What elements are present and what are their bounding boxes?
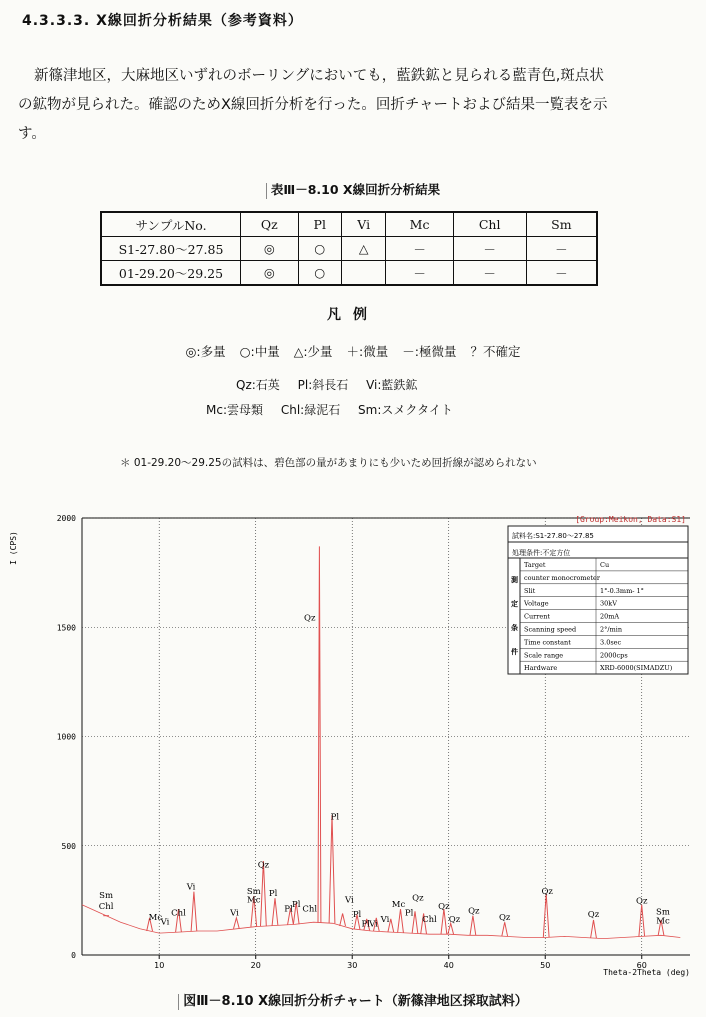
process-condition: 処理条件:不定方位 (512, 549, 571, 557)
diffraction-peak (340, 914, 346, 927)
legend-symbol: ？不確定 (470, 344, 521, 359)
condition-key: Time constant (524, 638, 571, 647)
cell-qz: ◎ (241, 237, 299, 261)
legend-mineral: Vi:藍鉄鉱 (366, 378, 418, 392)
peak-label: Chl (422, 915, 437, 926)
peak-label: Sm (656, 907, 670, 918)
cell-sample: S1-27.80～27.85 (101, 237, 241, 261)
figure-caption (0, 990, 706, 1010)
y-tick-label: 1000 (56, 732, 76, 742)
peak-label: Pl (292, 899, 301, 910)
peak-label: Pl (404, 908, 414, 919)
peak-label: Vi (380, 915, 390, 926)
header-sample: サンプルNo. (101, 212, 241, 237)
diffraction-peak (441, 909, 447, 934)
x-tick-label: 50 (540, 961, 551, 970)
peak-label: Qz (541, 886, 553, 897)
header-qz: Qz (241, 212, 299, 237)
y-axis-label: I (CPS) (9, 531, 18, 565)
condition-value: 20mA (600, 612, 620, 621)
table-caption-text: 表Ⅲ－8.10 X線回折分析結果 (270, 182, 441, 197)
header-mc: Mc (386, 212, 453, 237)
peak-label: Chl (98, 902, 114, 913)
peak-label: Chl (302, 904, 318, 915)
side-char: 件 (511, 648, 518, 656)
legend-symbol: －:極微量 (402, 344, 457, 359)
table-row (101, 237, 597, 261)
cell-chl: － (453, 261, 526, 286)
condition-key: Voltage (524, 599, 549, 608)
paragraph-line-1: 新篠津地区，大麻地区いずれのボーリングにおいても，藍鉄鉱と見られる藍青色,斑点状 (34, 68, 604, 84)
legend-symbol: ＋:微量 (346, 344, 389, 359)
table-row (101, 261, 597, 286)
peak-label: Qz (448, 915, 461, 926)
peak-label: Qz (468, 906, 480, 917)
cell-chl: － (453, 237, 526, 261)
cell-qz: ◎ (241, 261, 299, 286)
peak-label: Pl (352, 909, 362, 920)
condition-key: Scale range (524, 651, 564, 660)
condition-key: counter monocrometer (524, 573, 600, 582)
diffraction-peak (329, 815, 335, 923)
diffraction-peak (261, 861, 267, 926)
header-chl: Chl (453, 212, 526, 237)
diffraction-peak (502, 922, 508, 936)
diffraction-peak (318, 546, 321, 922)
paragraph-line-3: す。 (18, 126, 46, 142)
peak-label: Vi (230, 908, 239, 919)
condition-value: 3.0sec (600, 638, 622, 647)
x-tick-label: 40 (443, 961, 454, 970)
condition-key: Target (524, 561, 546, 569)
peak-label: Sm (246, 886, 261, 897)
cell-sm: － (526, 261, 597, 286)
legend-minerals-2 (206, 401, 467, 418)
diffraction-peak (543, 894, 549, 938)
legend-symbols (0, 342, 706, 360)
condition-value: 30kV (600, 599, 617, 608)
peak-label: Chl (171, 908, 186, 919)
diffraction-peak (191, 892, 197, 932)
peak-label: Qz (304, 613, 316, 624)
legend-mineral: Sm:スメクタイト (358, 403, 453, 417)
x-tick-label: 10 (154, 961, 165, 970)
peak-label: Mc (148, 913, 163, 924)
legend-mineral: Pl:斜長石 (297, 378, 349, 392)
diffraction-peak (591, 920, 597, 938)
condition-value: 2°/min (600, 625, 623, 634)
condition-key: Hardware (524, 664, 558, 673)
legend-symbol: ○:中量 (239, 344, 280, 359)
peak-label: Pl (268, 889, 278, 900)
x-tick-label: 20 (250, 961, 261, 970)
y-tick-label: 2000 (56, 514, 76, 523)
legend-symbol: △:少量 (293, 344, 333, 359)
legend-title: 凡例 (327, 307, 379, 323)
condition-value: Cu (600, 561, 610, 569)
paragraph-line-2: の鉱物が見られた。確認のためX線回折分析を行った。回折チャートおよび結果一覧表を示 (18, 97, 608, 113)
side-char: 定 (511, 600, 518, 608)
peak-label: Qz (587, 909, 600, 920)
cell-pl: ○ (298, 237, 341, 261)
diffraction-peak (398, 909, 404, 933)
footnote: ＊ 01-29.20～29.25の試料は、碧色部の量があまりにも少いため回折線が認められない (120, 457, 537, 469)
side-char: 測 (511, 576, 518, 584)
cell-pl: ○ (298, 261, 341, 286)
legend-symbol: ◎:多量 (185, 344, 226, 359)
condition-key: Scanning speed (524, 625, 577, 634)
diffraction-peak (470, 916, 476, 936)
x-axis-label: Theta-2Theta (deg) (603, 968, 690, 977)
peak-label: Pl (284, 904, 293, 915)
peak-label: Qz (257, 860, 270, 871)
legend-mineral: Qz:石英 (236, 378, 280, 392)
condition-key: Current (524, 612, 551, 621)
peak-label: Sm (99, 891, 114, 902)
figure-caption-text: 図Ⅲ－8.10 X線回折分析チャート（新篠津地区採取試料） (183, 994, 528, 1009)
results-table (100, 211, 598, 286)
peak-label: Qz (636, 896, 648, 907)
peak-label: Vi (369, 919, 378, 930)
peak-label: Vi (344, 895, 354, 906)
diffraction-peak (272, 898, 278, 925)
cell-vi: △ (341, 237, 386, 261)
cell-mc: － (386, 261, 453, 286)
cell-mc: － (386, 237, 453, 261)
condition-value: 2000cps (600, 651, 628, 660)
side-char: 条 (511, 624, 518, 632)
peak-label: Vi (186, 882, 196, 893)
section-heading: 4.3.3.3. X線回折分析結果（参考資料） (22, 13, 303, 29)
legend-mineral: Chl:緑泥石 (280, 403, 341, 417)
peak-label: Pl (330, 812, 340, 823)
peak-label: Vi (160, 917, 170, 928)
header-pl: Pl (298, 212, 341, 237)
cell-sm: － (526, 237, 597, 261)
x-tick-label: 30 (347, 961, 358, 970)
condition-key: Slit (524, 586, 536, 595)
chart-title: [Group:Meikon, Data:S1] (575, 515, 686, 524)
sample-name: 試料名:S1-27.80～27.85 (512, 532, 594, 540)
y-tick-label: 1500 (56, 623, 76, 633)
condition-value: 1°-0.3mm- 1° (600, 586, 644, 595)
table-header-row (101, 212, 597, 237)
legend-mineral: Mc:雲母類 (206, 403, 263, 417)
peak-label: Mc (391, 899, 406, 910)
peak-label: Qz (498, 913, 511, 924)
peak-label: Pl (361, 919, 370, 930)
peak-label: Mc (247, 895, 261, 906)
cell-vi (341, 261, 386, 286)
peak-label: Mc (656, 916, 670, 927)
diffraction-peak (234, 918, 240, 929)
header-vi: Vi (341, 212, 386, 237)
condition-value: XRD-6000(SIMADZU) (600, 664, 673, 673)
cell-sample: 01-29.20～29.25 (101, 261, 241, 286)
intro-paragraph (18, 62, 690, 149)
y-tick-label: 0 (71, 951, 76, 960)
x-tick-label: 60 (636, 961, 647, 970)
header-sm: Sm (526, 212, 597, 237)
y-tick-label: 500 (61, 841, 76, 851)
table-caption (0, 180, 706, 199)
peak-label: Qz (412, 893, 424, 904)
xrd-chart (0, 500, 706, 985)
conditions-box (508, 515, 688, 674)
peak-label: Qz (438, 902, 450, 913)
legend-minerals-1 (236, 376, 431, 393)
